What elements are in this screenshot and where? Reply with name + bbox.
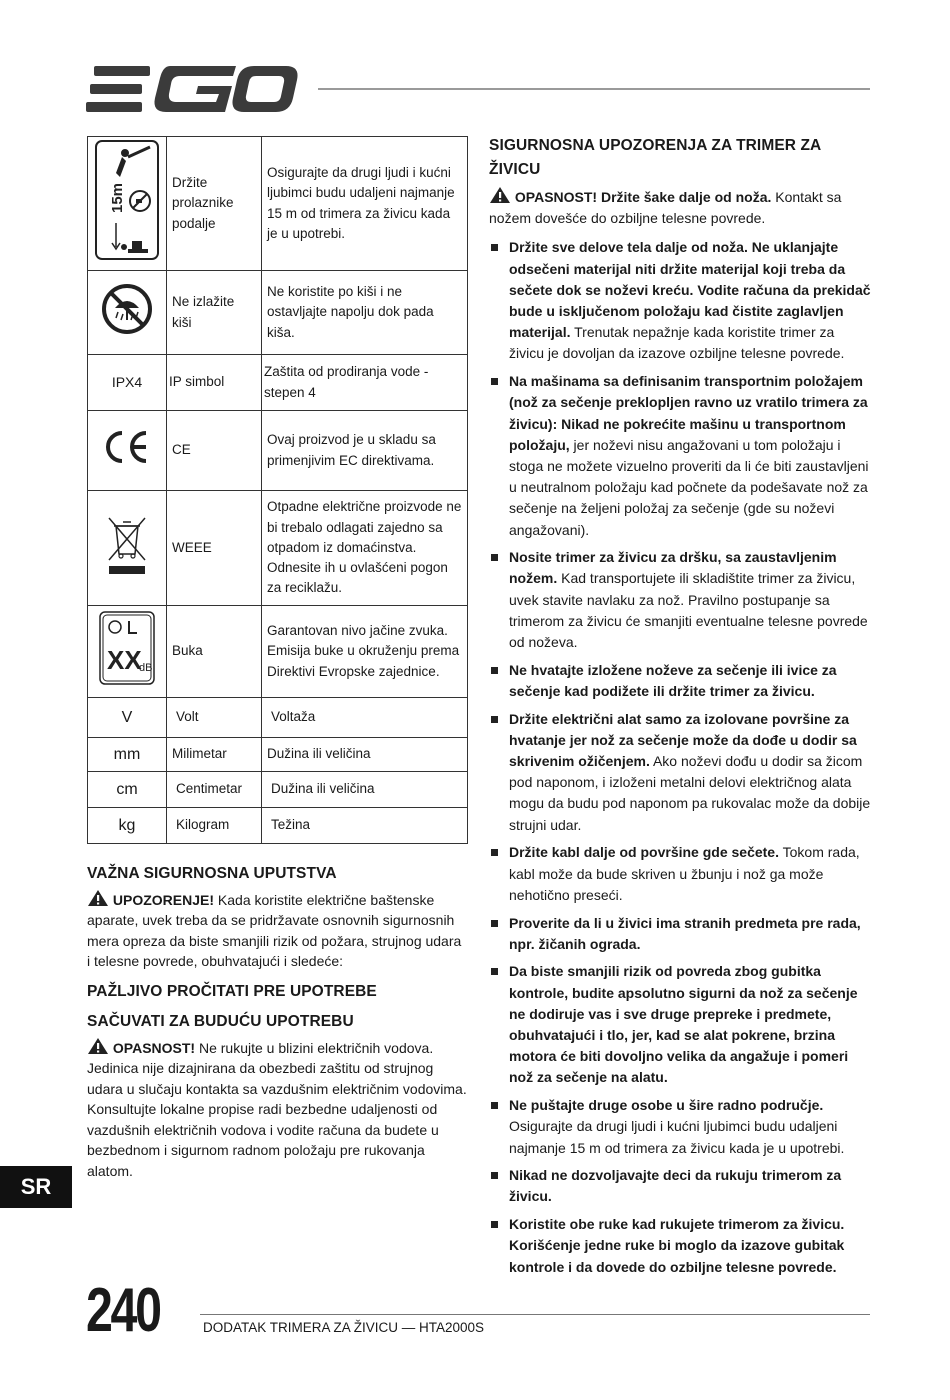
symbol-name: WEEE [167,491,262,606]
section-heading: PAŽLJIVO PROČITATI PRE UPOTREBE [87,982,377,1000]
table-row [88,411,468,491]
symbol-text: mm [88,738,167,772]
symbol-desc: Zaštita od prodiranja vode - stepen 4 [262,355,468,411]
hedge-trimmer-warnings [489,134,871,1284]
page-number: 240 [86,1276,160,1345]
list-item [489,913,871,955]
symbol-desc: Osigurajte da drugi ljudi i kućni ljubimci budu udaljeni najmanje 15 m od trimera za živicu kada je u upotrebi. [262,137,468,271]
danger-label: OPASNOST! [112,1039,196,1056]
list-item [489,1214,871,1278]
symbol-desc: Težina [262,808,468,844]
item-bold: Nikad ne dozvoljavajte deci da rukuju trimerom za živicu. [509,1167,842,1205]
warning-triangle-icon [87,1037,109,1055]
noise-level-icon [99,611,155,685]
symbol-cell [88,411,167,491]
table-row [88,772,468,808]
symbol-name: Kilogram [167,808,262,844]
ce-mark-icon [102,429,152,465]
warning-label: UPOZORENJE! [112,891,215,908]
symbol-cell [88,491,167,606]
no-rain-icon [100,282,154,336]
danger-paragraph [489,186,871,229]
weee-bin-icon [105,514,149,576]
header-rule [318,88,870,90]
symbol-text: kg [88,808,167,844]
list-item [489,237,871,364]
table-row [88,491,468,606]
item-text: Trenutak nepažnje kada koristite trimer za živicu je dovoljan da izazove ozbiljne telesne povrede. [509,324,845,362]
item-bold: Držite električni alat samo za izolovane površine za hvatanje jer nož za sečenje može da dođe u dodir sa skrivenim ožičenjem. [509,710,857,770]
table-row [88,738,468,772]
symbol-desc: Ne koristite po kiši i ne ostavljajte napolju dok pada kiša. [262,271,468,355]
symbol-desc: Dužina ili veličina [262,772,468,808]
symbol-text: V [88,698,167,738]
table-row [88,606,468,698]
list-item [489,547,871,653]
item-text: Kad transportujete ili skladištite trimer za živicu, uvek stavite navlaku za nož. Pravilno postupanje sa trimerom za živicu će smanjiti eventualne telesne povrede od noževa. [509,570,868,651]
table-row [88,137,468,271]
symbol-name: Buka [167,606,262,698]
warning-text: Kada koristite električne baštenske aparate, uvek treba da se pridržavate osnovnih sigurnosnih mera opreza da biste smanjili rizik od požara, strujnog udara i telesne povrede, obuhvatajući i sledeće: [87,891,462,969]
language-tab: SR [0,1166,72,1208]
item-text: jer noževi nisu angažovani u tom položaju i stoga ne možete vizuelno proveriti da li će biti zaustavljeni u neutralnom položaju kad počnete da podešavate nož za sečenje na željeni položaj za sečenje (gde su noževi angažovani). [509,436,869,538]
danger-bold: Držite šake dalje od noža. [597,189,772,205]
item-text: Tokom rada, kabl može da bude skriven u žbunju i nož ga može nehotično preseći. [509,844,860,903]
symbol-desc: Ovaj proizvod je u skladu sa primenjivim EC direktivama. [262,411,468,491]
list-item [489,961,871,1088]
warning-paragraph [87,889,467,972]
list-item [489,660,871,702]
list-item [489,1165,871,1207]
symbol-desc: Garantovan nivo jačine zvuka. Emisija buke u okruženju prema Direktivi Evropske zajednice. [262,606,468,698]
list-item [489,371,871,541]
warning-list [489,237,871,1277]
table-row [88,808,468,844]
item-text: Ako noževi dođu u dodir sa žicom pod naponom, i izloženi metalni delovi električnog alata mogu da budu pod naponom pa rukovalac može da dobije strujni udar. [509,753,871,833]
symbol-desc: Dužina ili veličina [262,738,468,772]
list-item [489,709,871,836]
item-bold: Koristite obe ruke kad rukujete trimerom za živicu. Korišćenje jedne ruke bi moglo da izazove gubitak kontrole i da dovede do ozbiljne telesne povrede. [509,1216,845,1275]
symbol-desc: Otpadne električne proizvode ne bi trebalo odlagati zajedno sa otpadom iz domaćinstva. Odnesite ih u ovlašćeni pogon za reciklažu. [262,491,468,606]
list-item [489,842,871,906]
noise-value: XX [107,645,142,676]
distance-label: 15m [109,183,126,214]
danger-label: OPASNOST! [514,189,598,205]
item-bold: Ne puštajte druge osobe u šire radno područje. [509,1097,824,1114]
list-item [489,1095,871,1159]
symbol-name: Volt [167,698,262,738]
item-text: Osigurajte da drugi ljudi i kućni ljubimci budu udaljeni najmanje 15 m od trimera za živicu kada je u upotrebi. [509,1118,845,1156]
bystanders-15m-icon [94,139,160,261]
symbol-name: Centimetar [167,772,262,808]
section-heading: SIGURNOSNA UPOZORENJA ZA TRIMER ZA ŽIVICU [489,137,821,178]
danger-text: Ne rukujte u blizini električnih vodova. Jedinica nije dizajnirana da obezbedi zaštitu od strujnog udara u slučaju kontakta sa vazdušnim električnim vodovima. Konsultujte lokalne propise radi bezbedne udaljenosti od vazdušnih električnih vodova i vodite računa da budete u bezbednom i sigurnom radnom položaju pre rukovanja alatom. [87,1039,467,1179]
item-bold: Nosite trimer za živicu za dršku, sa zaustavljenim nožem. [509,549,837,587]
symbol-name: CE [167,411,262,491]
noise-unit: dB [139,662,153,675]
section-heading: VAŽNA SIGURNOSNA UPUTSTVA [87,865,337,882]
symbol-name: Ne izlažite kiši [167,271,262,355]
item-bold: Na mašinama sa definisanim transportnim položajem (nož za sečenje preklopljen ravno uz vratilo trimera za živicu): Nikad ne pokrećite mašinu u transportnom položaju, [509,373,868,453]
item-bold: Proverite da li u živici ima stranih predmeta pre rada, npr. žičanih ograda. [509,914,861,952]
table-row [88,698,468,738]
symbol-cell [88,606,167,698]
table-row [88,271,468,355]
danger-paragraph [87,1037,467,1182]
symbol-name: Milimetar [167,738,262,772]
symbol-cell [88,137,167,271]
important-safety-section [87,864,467,1181]
footer-rule [200,1314,870,1315]
danger-text: Kontakt sa nožem dovešće do ozbiljne telesne povrede. [489,189,842,227]
item-bold: Ne hvatajte izložene noževe za sečenje ili ivice za sečenje kad podižete ili držite trimer za živicu. [509,661,837,699]
symbols-table [87,136,468,844]
symbol-text: cm [88,772,167,808]
warning-triangle-icon [489,186,511,204]
symbol-desc: Voltaža [262,698,468,738]
symbol-text: IPX4 [88,355,167,411]
item-bold: Držite sve delove tela dalje od noža. Ne uklanjajte odsečeni materijal niti držite materijal koji treba da sečete dok se noževi kreću. Vodite računa da prekidač bude u isključenom položaju kad čistite zaglavljen materijal. [509,239,871,341]
symbol-cell [88,271,167,355]
symbol-name: Držite prolaznike podalje [167,137,262,271]
section-heading: SAČUVATI ZA BUDUĆU UPOTREBU [87,1013,354,1030]
item-bold: Držite kabl dalje od površine gde sečete. [509,844,779,861]
table-row [88,355,468,411]
item-bold: Da biste smanjili rizik od povreda zbog gubitka kontrole, budite apsolutno sigurni da nož za sečenje ne dodiruje vas i sve druge prepreke i predmete, obuhvatajući i tlo, jer, kad se alat pokrene, brzina motora će biti dovoljno velika da angažuje i pomeri nož za sečenje na alatu. [509,963,858,1086]
footer-title: DODATAK TRIMERA ZA ŽIVICU — HTA2000S [203,1320,485,1335]
symbol-name: IP simbol [167,355,262,411]
ego-logo [86,64,298,114]
warning-triangle-icon [87,889,109,907]
